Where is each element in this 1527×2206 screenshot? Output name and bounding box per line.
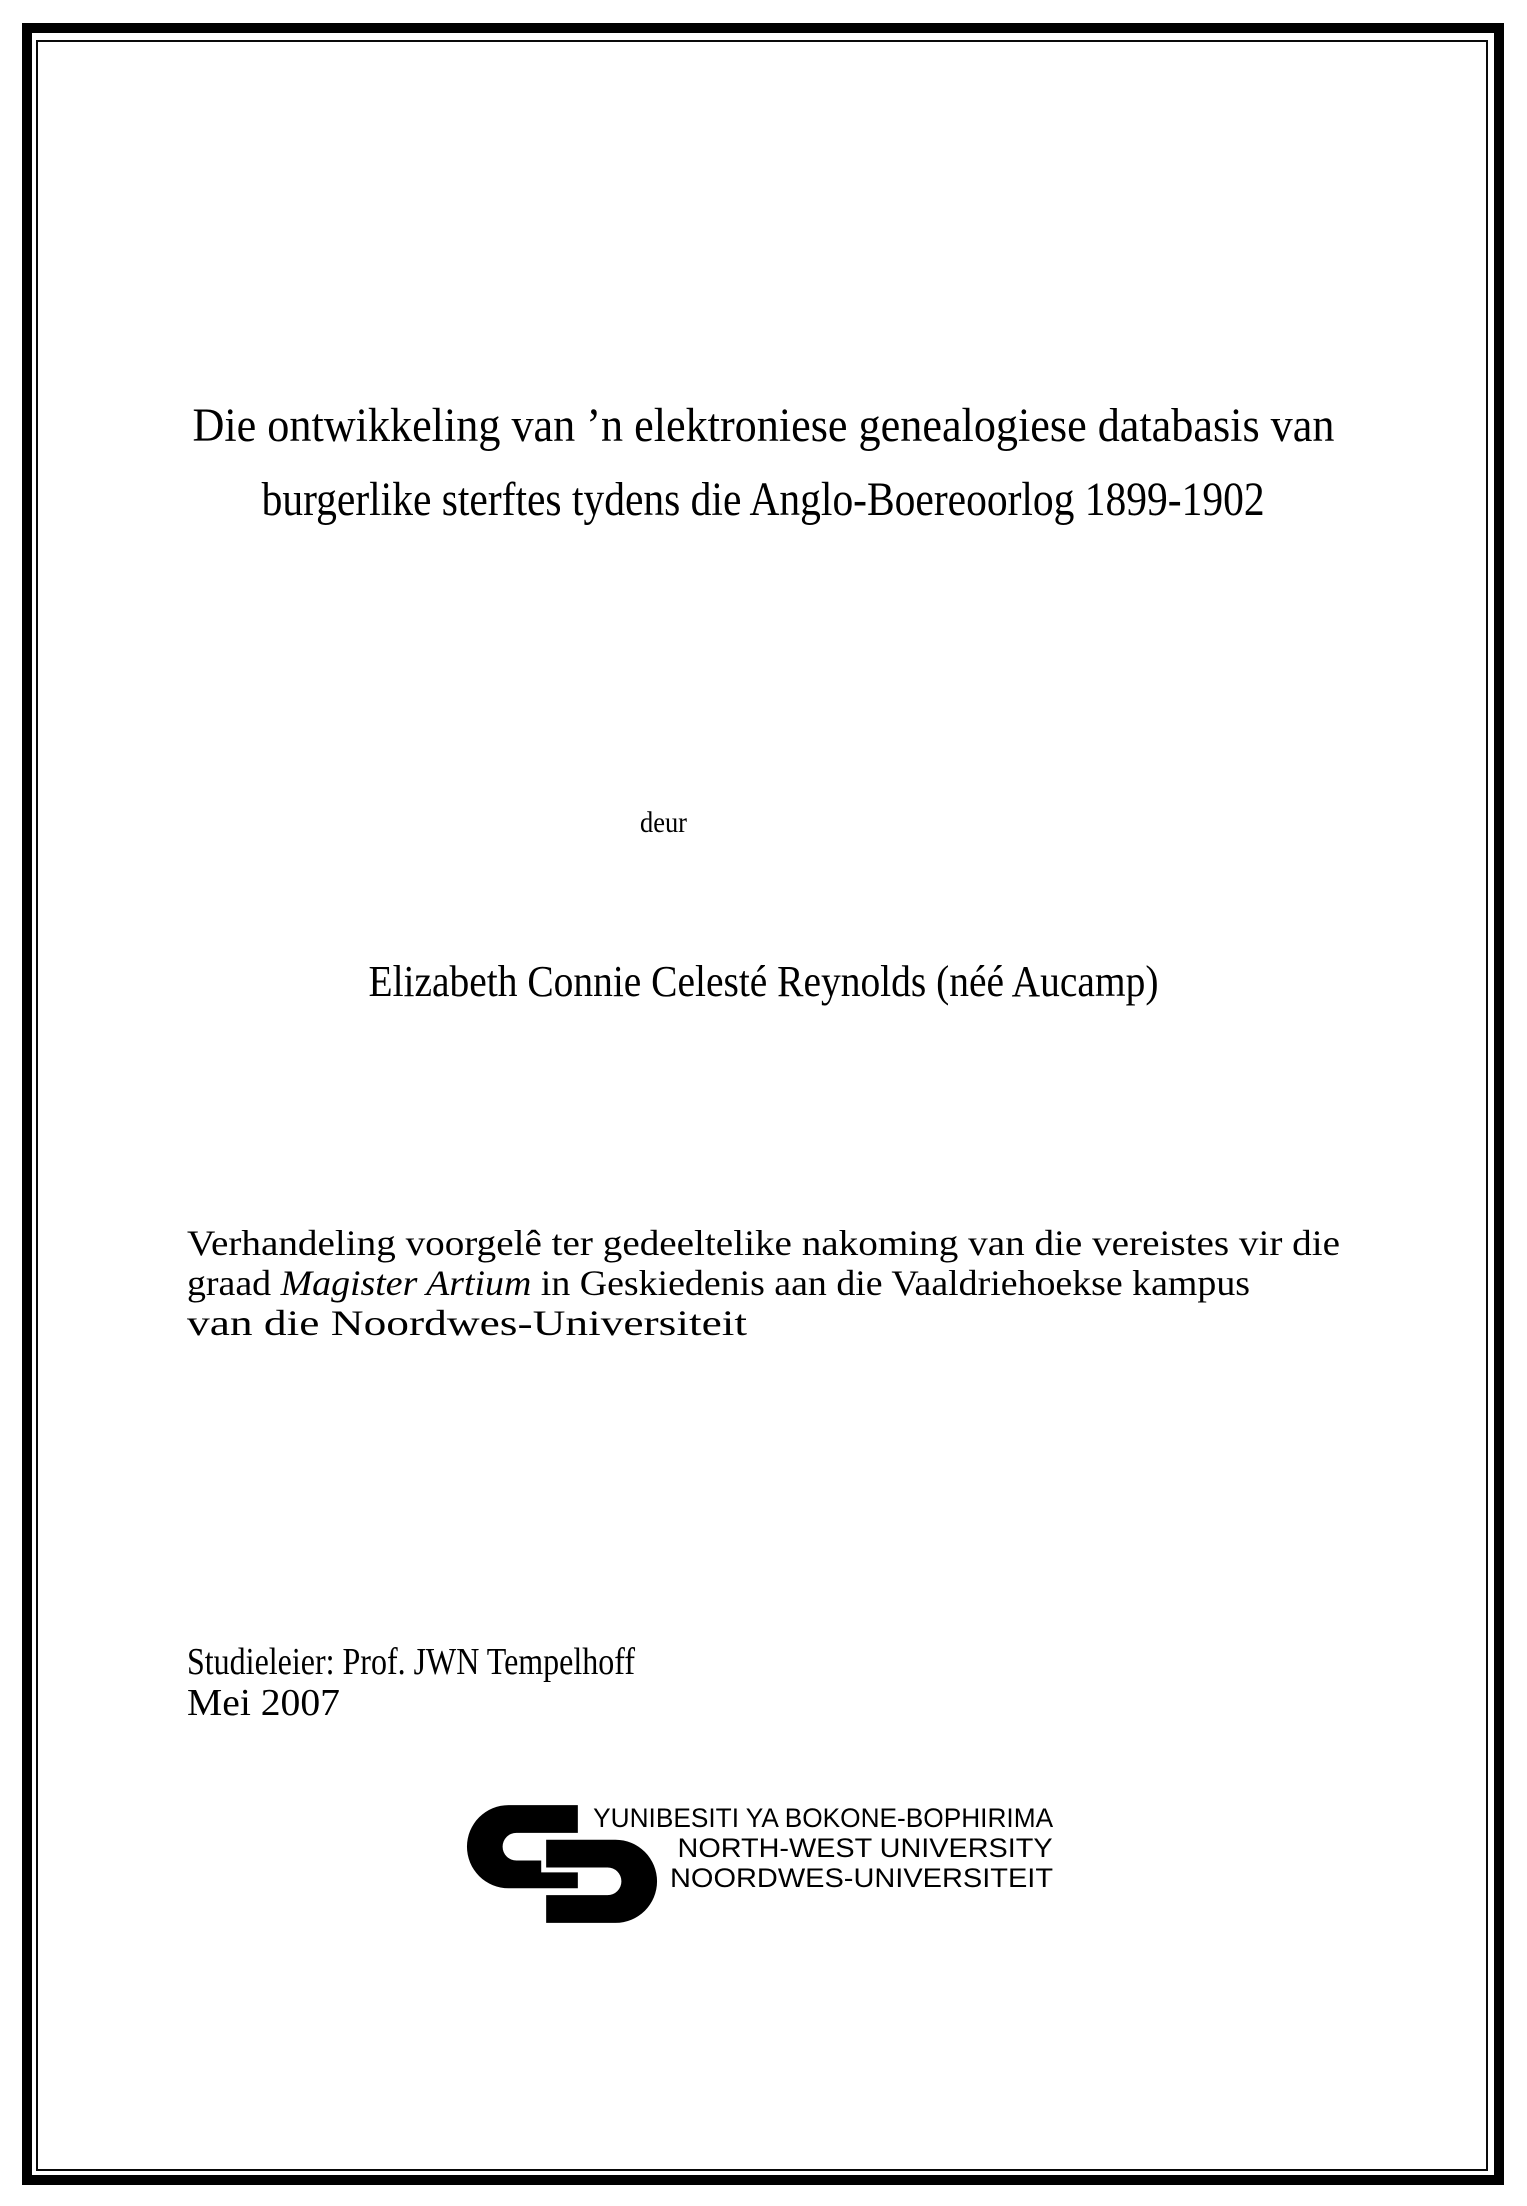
logo-text-line-3: NOORDWES-UNIVERSITEIT bbox=[670, 1863, 1053, 1893]
submission-statement bbox=[187, 1223, 1387, 1343]
statement-line-1: Verhandeling voorgelê ter gedeeltelike nakoming van die vereistes vir die bbox=[187, 1223, 1340, 1263]
logo-text-line-1: YUNIBESITI YA BOKONE-BOPHIRIMA bbox=[593, 1803, 1053, 1833]
statement-line-3: van die Noordwes-Universiteit bbox=[187, 1303, 747, 1343]
date-line: Mei 2007 bbox=[187, 1682, 340, 1724]
author-name-text: Elizabeth Connie Celesté Reynolds (néé Aucamp) bbox=[368, 957, 1159, 1006]
author-name bbox=[0, 956, 1527, 1008]
statement-line-2-prefix: graad bbox=[187, 1263, 281, 1303]
degree-name-italic: Magister Artium bbox=[280, 1263, 532, 1303]
logo-text-block bbox=[493, 1803, 1053, 1893]
title-line-2: burgerlike sterftes tydens die Anglo-Boereoorlog 1899-1902 bbox=[261, 473, 1265, 526]
byline-deur bbox=[640, 805, 693, 841]
thesis-title bbox=[0, 389, 1527, 537]
byline-label: deur bbox=[640, 806, 687, 839]
statement-line-2-suffix: in Geskiedenis aan die Vaaldriehoekse kampus bbox=[531, 1263, 1250, 1303]
statement-line-2 bbox=[187, 1263, 1250, 1303]
supervisor-section bbox=[187, 1642, 719, 1724]
supervisor-line: Studieleier: Prof. JWN Tempelhoff bbox=[187, 1641, 635, 1683]
title-line-1: Die ontwikkeling van ’n elektroniese genealogiese databasis van bbox=[192, 399, 1335, 452]
logo-text-line-2: NORTH-WEST UNIVERSITY bbox=[678, 1833, 1053, 1863]
